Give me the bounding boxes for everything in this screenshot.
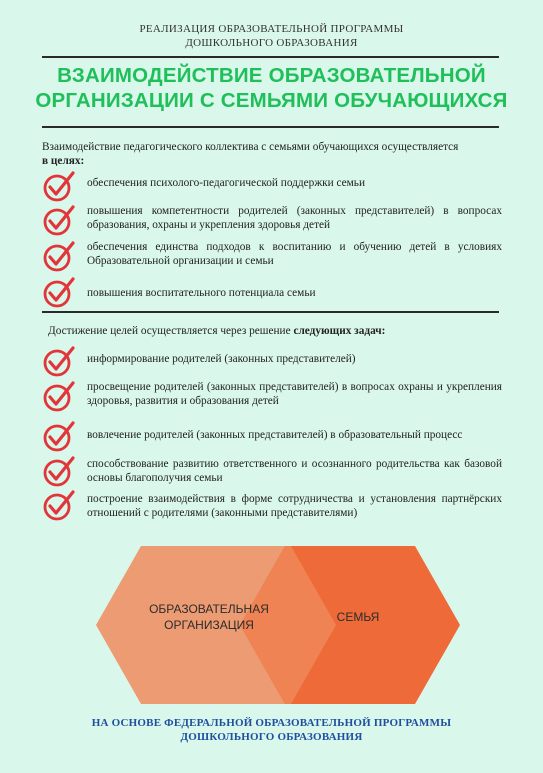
check-circle-icon [42,345,76,379]
goal-item [42,276,502,308]
goal-item [42,240,502,272]
family-label: СЕМЬЯ [336,610,380,624]
title-divider [42,126,499,128]
task-text: вовлечение родителей (законных представителей) в образовательный процесс [87,429,463,441]
task-item [42,455,502,487]
organization-label [124,601,294,633]
task-text: просвещение родителей (законных представителей) в вопросах охраны и укрепления здоровья, развития и образования детей [87,381,502,407]
tasks-intro-bold: следующих задач: [293,325,386,337]
check-circle-icon [42,420,76,454]
header-line-1: РЕАЛИЗАЦИЯ ОБРАЗОВАТЕЛЬНОЙ ПРОГРАММЫ [139,23,404,35]
goal-text: обеспечения психолого-педагогической поддержки семьи [87,177,365,189]
task-item [42,420,502,452]
tasks-intro [48,324,503,338]
goal-item [42,204,502,236]
check-circle-icon [42,380,76,414]
goal-text: повышения воспитательного потенциала семьи [87,287,316,299]
task-item [42,489,502,521]
check-circle-icon [42,276,76,310]
check-circle-icon [42,170,76,204]
check-circle-icon [42,489,76,523]
tasks-intro-text: Достижение целей осуществляется через решение [48,325,291,337]
task-text: способствование развитию ответственного и осознанного родительства как базовой основы благополучия семьи [87,458,502,484]
goal-text: обеспечения единства подходов к воспитанию и обучению детей в условиях Образовательной организации и семьи [87,241,502,267]
task-item [42,380,502,412]
check-circle-icon [42,240,76,274]
overlap-diagram [96,546,460,704]
footer-note [0,716,543,744]
check-circle-icon [42,204,76,238]
task-item [42,345,502,377]
task-text: построение взаимодействия в форме сотрудничества и установления партнёрских отношений с родителями (законными представителями) [87,493,502,519]
footer-line-2: ДОШКОЛЬНОГО ОБРАЗОВАНИЯ [180,731,363,743]
title-line-2: ОРГАНИЗАЦИИ С СЕМЬЯМИ ОБУЧАЮЩИХСЯ [35,89,508,112]
goal-text: повышения компетентности родителей (законных представителей) в вопросах образования, охраны и укрепления здоровья детей [87,205,502,231]
goal-item [42,170,502,202]
header-subtitle [0,22,543,50]
top-divider [42,56,499,58]
check-circle-icon [42,455,76,489]
title-line-1: ВЗАИМОДЕЙСТВИЕ ОБРАЗОВАТЕЛЬНОЙ [57,64,486,87]
header-line-2: ДОШКОЛЬНОГО ОБРАЗОВАНИЯ [185,37,358,49]
page-title [20,63,523,113]
organization-label-line-2: ОРГАНИЗАЦИЯ [164,618,254,632]
organization-label-line-1: ОБРАЗОВАТЕЛЬНАЯ [149,602,269,616]
task-text: информирование родителей (законных представителей) [87,353,356,365]
goals-intro-text: Взаимодействие педагогического коллектива с семьями обучающихся осуществляется [42,141,459,153]
goals-intro-bold: в целях: [42,155,85,167]
footer-line-1: НА ОСНОВЕ ФЕДЕРАЛЬНОЙ ОБРАЗОВАТЕЛЬНОЙ ПРОГРАММЫ [91,717,452,729]
section-divider [42,311,499,313]
goals-intro [42,140,502,168]
